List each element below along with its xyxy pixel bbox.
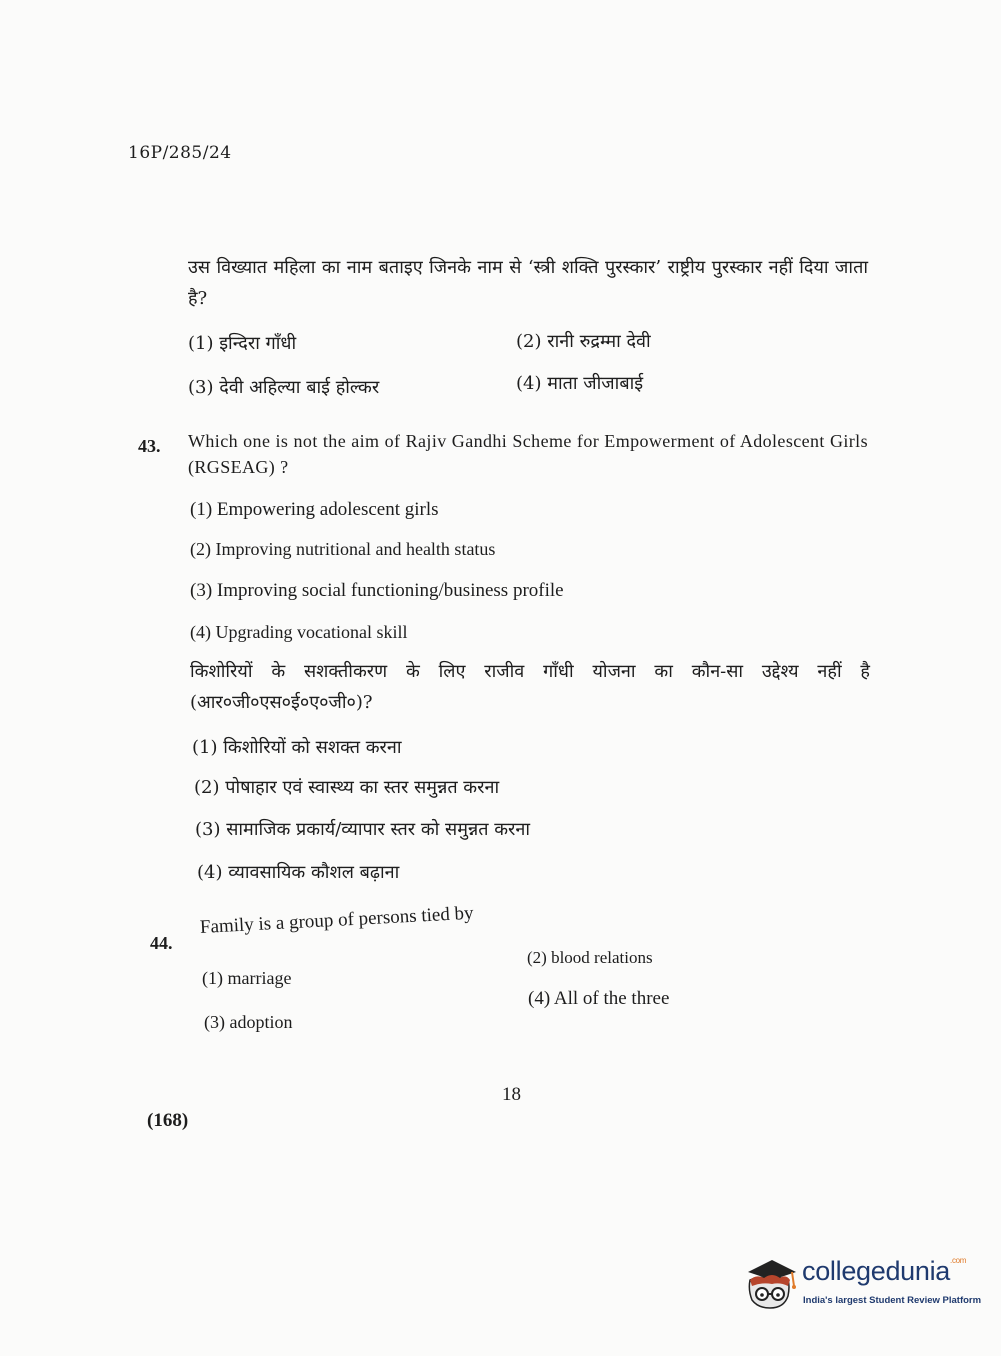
logo-suffix: .com (950, 1256, 967, 1265)
paper-code: 16P/285/24 (128, 143, 232, 163)
q43-hindi-option-2: (2) पोषाहार एवं स्वास्थ्य का स्तर समुन्नत करना (194, 777, 500, 798)
collegedunia-logo (742, 1250, 982, 1316)
q43-option-2: (2) Improving nutritional and health status (190, 539, 496, 559)
q43-hindi-option-4: (4) व्यावसायिक कौशल बढ़ाना (197, 862, 400, 883)
q43-number: 43. (138, 436, 161, 456)
booklet-code: (168) (147, 1110, 189, 1131)
q42-hindi-text: उस विख्यात महिला का नाम बताइए जिनके नाम से ‘स्त्री शक्ति पुरस्कार’ राष्ट्रीय पुरस्कार नहीं दिया जाता है? (188, 257, 868, 309)
q44-option-4: (4) All of the three (528, 988, 670, 1009)
q43-text: Which one is not the aim of Rajiv Gandhi Scheme for Empowerment of Adolescent Girls (RGSEAG) ? (188, 431, 868, 477)
q42-option-1: (1) इन्दिरा गाँधी (188, 333, 297, 354)
q44-option-3: (3) adoption (204, 1012, 293, 1032)
q43-hindi-text: किशोरियों के सशक्तीकरण के लिए राजीव गाँधी योजना का कौन-सा उद्देश्य नहीं है (आर०जी०एस०ई०ए०जी०)? (190, 661, 870, 713)
q43-hindi-option-3: (3) सामाजिक प्रकार्य/व्यापार स्तर को समुन्नत करना (195, 819, 531, 840)
q44-option-1: (1) marriage (202, 968, 292, 988)
logo-tagline: India's largest Student Review Platform (803, 1295, 982, 1306)
logo-name: collegedunia (802, 1256, 951, 1286)
q43-option-3: (3) Improving social functioning/business profile (190, 580, 564, 601)
q43-hindi-option-1: (1) किशोरियों को सशक्त करना (192, 737, 402, 758)
q42-option-3: (3) देवी अहिल्या बाई होल्कर (188, 377, 380, 398)
q42-option-2: (2) रानी रुद्रम्मा देवी (516, 331, 651, 352)
q44-text: Family is a group of persons tied by (199, 902, 475, 938)
q43-option-1: (1) Empowering adolescent girls (190, 499, 439, 520)
page-number: 18 (502, 1084, 521, 1105)
q44-option-2: (2) blood relations (527, 948, 653, 967)
mascot-icon (742, 1250, 800, 1316)
q43-option-4: (4) Upgrading vocational skill (190, 622, 408, 642)
q42-option-4: (4) माता जीजाबाई (516, 373, 644, 394)
q44-number: 44. (150, 933, 173, 953)
